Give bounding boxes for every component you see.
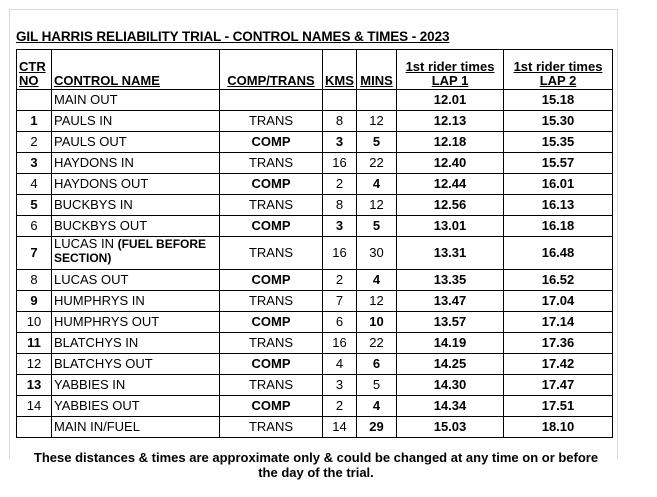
- mins-cell: 5: [357, 216, 397, 237]
- table-row: [17, 216, 613, 237]
- ctr-no-cell: 1: [17, 111, 52, 132]
- ctr-no-cell: 8: [17, 270, 52, 291]
- ctr-no-cell: 11: [17, 333, 52, 354]
- lap1-time-cell: 12.13: [397, 111, 504, 132]
- lap1-time-cell: 13.57: [397, 312, 504, 333]
- comp-trans-cell: COMP: [220, 132, 323, 153]
- header-ctr-line1: CTR: [19, 59, 46, 74]
- comp-trans-cell: TRANS: [220, 153, 323, 174]
- kms-cell: 4: [323, 354, 357, 375]
- mins-cell: 4: [357, 270, 397, 291]
- control-name-line2: SECTION): [54, 251, 112, 265]
- lap2-time-cell: 17.36: [504, 333, 613, 354]
- ctr-no-cell: 10: [17, 312, 52, 333]
- kms-cell: 3: [323, 132, 357, 153]
- comp-trans-cell: TRANS: [220, 291, 323, 312]
- header-comp-trans: COMP/TRANS: [220, 50, 323, 90]
- control-name-cell: BLATCHYS OUT: [52, 354, 220, 375]
- comp-trans-cell: COMP: [220, 312, 323, 333]
- footer-note: [16, 450, 616, 480]
- lap2-time-cell: 15.57: [504, 153, 613, 174]
- header-lap1-line1: 1st rider times: [405, 59, 495, 74]
- header-kms: KMS: [323, 50, 357, 90]
- header-lap2-line1: 1st rider times: [513, 59, 603, 74]
- table-row: [17, 396, 613, 417]
- ctr-no-cell: 3: [17, 153, 52, 174]
- kms-cell: 16: [323, 153, 357, 174]
- header-ctr-line2: NO: [19, 73, 39, 88]
- lap1-time-cell: 14.19: [397, 333, 504, 354]
- control-name-cell: HUMPHRYS IN: [52, 291, 220, 312]
- table-row: [17, 417, 613, 438]
- kms-cell: 16: [323, 237, 357, 270]
- comp-trans-cell: TRANS: [220, 237, 323, 270]
- lap2-time-cell: 16.52: [504, 270, 613, 291]
- control-name: LUCAS IN: [54, 236, 114, 251]
- control-name-cell: HAYDONS IN: [52, 153, 220, 174]
- control-name-cell: BUCKBYS IN: [52, 195, 220, 216]
- table-row: [17, 132, 613, 153]
- control-name-cell: LUCAS OUT: [52, 270, 220, 291]
- ctr-no-cell: 9: [17, 291, 52, 312]
- control-name-cell: [52, 237, 220, 270]
- mins-cell: 10: [357, 312, 397, 333]
- kms-cell: 3: [323, 216, 357, 237]
- ctr-no-cell: 5: [17, 195, 52, 216]
- control-times-table: [16, 49, 613, 438]
- ctr-no-cell: 7: [17, 237, 52, 270]
- comp-trans-cell: TRANS: [220, 375, 323, 396]
- kms-cell: 2: [323, 174, 357, 195]
- kms-cell: 16: [323, 333, 357, 354]
- lap2-time-cell: 17.47: [504, 375, 613, 396]
- table-row: [17, 174, 613, 195]
- lap2-time-cell: 17.04: [504, 291, 613, 312]
- lap2-time-cell: 16.48: [504, 237, 613, 270]
- header-lap2: [504, 50, 613, 90]
- control-name-cell: BLATCHYS IN: [52, 333, 220, 354]
- kms-cell: 3: [323, 375, 357, 396]
- header-lap1: [397, 50, 504, 90]
- mins-cell: 6: [357, 354, 397, 375]
- comp-trans-cell: COMP: [220, 354, 323, 375]
- table-row: [17, 333, 613, 354]
- lap2-time-cell: 18.10: [504, 417, 613, 438]
- mins-cell: 4: [357, 174, 397, 195]
- mins-cell: 12: [357, 291, 397, 312]
- kms-cell: 7: [323, 291, 357, 312]
- document-title: GIL HARRIS RELIABILITY TRIAL - CONTROL NAMES & TIMES - 2023: [16, 29, 450, 44]
- comp-trans-cell: COMP: [220, 270, 323, 291]
- kms-cell: 6: [323, 312, 357, 333]
- table-row: [17, 354, 613, 375]
- mins-cell: 4: [357, 396, 397, 417]
- kms-cell: 8: [323, 111, 357, 132]
- lap1-time-cell: 12.56: [397, 195, 504, 216]
- footer-line1: These distances & times are approximate only & could be changed at any time on or before: [33, 450, 599, 465]
- mins-cell: 22: [357, 333, 397, 354]
- lap2-time-cell: 15.18: [504, 90, 613, 111]
- mins-cell: 22: [357, 153, 397, 174]
- footer-line2: the day of the trial.: [258, 465, 374, 480]
- table-row: [17, 195, 613, 216]
- mins-cell: [357, 90, 397, 111]
- table-row: [17, 270, 613, 291]
- control-name-cell: MAIN IN/FUEL: [52, 417, 220, 438]
- lap1-time-cell: 13.01: [397, 216, 504, 237]
- header-mins: MINS: [357, 50, 397, 90]
- mins-cell: 5: [357, 132, 397, 153]
- table-row: [17, 111, 613, 132]
- lap2-time-cell: 15.30: [504, 111, 613, 132]
- control-name-cell: BUCKBYS OUT: [52, 216, 220, 237]
- lap1-time-cell: 15.03: [397, 417, 504, 438]
- lap2-time-cell: 17.14: [504, 312, 613, 333]
- comp-trans-cell: COMP: [220, 174, 323, 195]
- control-name-line1: [54, 237, 217, 251]
- table-body: [17, 90, 613, 438]
- control-name-cell: MAIN OUT: [52, 90, 220, 111]
- kms-cell: 2: [323, 396, 357, 417]
- control-name-cell: HUMPHRYS OUT: [52, 312, 220, 333]
- ctr-no-cell: 14: [17, 396, 52, 417]
- lap1-time-cell: 13.35: [397, 270, 504, 291]
- comp-trans-cell: TRANS: [220, 111, 323, 132]
- comp-trans-cell: TRANS: [220, 333, 323, 354]
- table-row: [17, 291, 613, 312]
- comp-trans-cell: [220, 90, 323, 111]
- lap2-time-cell: 15.35: [504, 132, 613, 153]
- lap2-time-cell: 16.01: [504, 174, 613, 195]
- table-row: [17, 237, 613, 270]
- ctr-no-cell: 6: [17, 216, 52, 237]
- kms-cell: 8: [323, 195, 357, 216]
- lap2-time-cell: 16.13: [504, 195, 613, 216]
- mins-cell: 12: [357, 111, 397, 132]
- lap1-time-cell: 13.47: [397, 291, 504, 312]
- table-row: [17, 153, 613, 174]
- table-row: [17, 312, 613, 333]
- kms-cell: [323, 90, 357, 111]
- mins-cell: 29: [357, 417, 397, 438]
- comp-trans-cell: TRANS: [220, 417, 323, 438]
- control-name-cell: HAYDONS OUT: [52, 174, 220, 195]
- header-lap1-line2: LAP 1: [431, 73, 469, 88]
- ctr-no-cell: 12: [17, 354, 52, 375]
- lap1-time-cell: 14.30: [397, 375, 504, 396]
- ctr-no-cell: 13: [17, 375, 52, 396]
- lap1-time-cell: 12.18: [397, 132, 504, 153]
- control-name-cell: PAULS OUT: [52, 132, 220, 153]
- lap1-time-cell: 13.31: [397, 237, 504, 270]
- header-lap2-line2: LAP 2: [539, 73, 577, 88]
- ctr-no-cell: [17, 90, 52, 111]
- lap1-time-cell: 14.34: [397, 396, 504, 417]
- kms-cell: 14: [323, 417, 357, 438]
- mins-cell: 12: [357, 195, 397, 216]
- table-row: [17, 90, 613, 111]
- ctr-no-cell: 4: [17, 174, 52, 195]
- lap1-time-cell: 12.40: [397, 153, 504, 174]
- lap1-time-cell: 12.01: [397, 90, 504, 111]
- lap1-time-cell: 14.25: [397, 354, 504, 375]
- mins-cell: 30: [357, 237, 397, 270]
- lap2-time-cell: 16.18: [504, 216, 613, 237]
- comp-trans-cell: COMP: [220, 216, 323, 237]
- comp-trans-cell: TRANS: [220, 195, 323, 216]
- control-name-cell: PAULS IN: [52, 111, 220, 132]
- table-row: [17, 375, 613, 396]
- ctr-no-cell: 2: [17, 132, 52, 153]
- control-name-cell: YABBIES OUT: [52, 396, 220, 417]
- kms-cell: 2: [323, 270, 357, 291]
- control-name-cell: YABBIES IN: [52, 375, 220, 396]
- mins-cell: 5: [357, 375, 397, 396]
- table-header-row: [17, 50, 613, 90]
- header-ctr-no: [17, 50, 52, 90]
- comp-trans-cell: COMP: [220, 396, 323, 417]
- lap2-time-cell: 17.42: [504, 354, 613, 375]
- ctr-no-cell: [17, 417, 52, 438]
- lap2-time-cell: 17.51: [504, 396, 613, 417]
- header-control-name: CONTROL NAME: [52, 50, 220, 90]
- control-name-note: (FUEL BEFORE: [117, 237, 207, 251]
- lap1-time-cell: 12.44: [397, 174, 504, 195]
